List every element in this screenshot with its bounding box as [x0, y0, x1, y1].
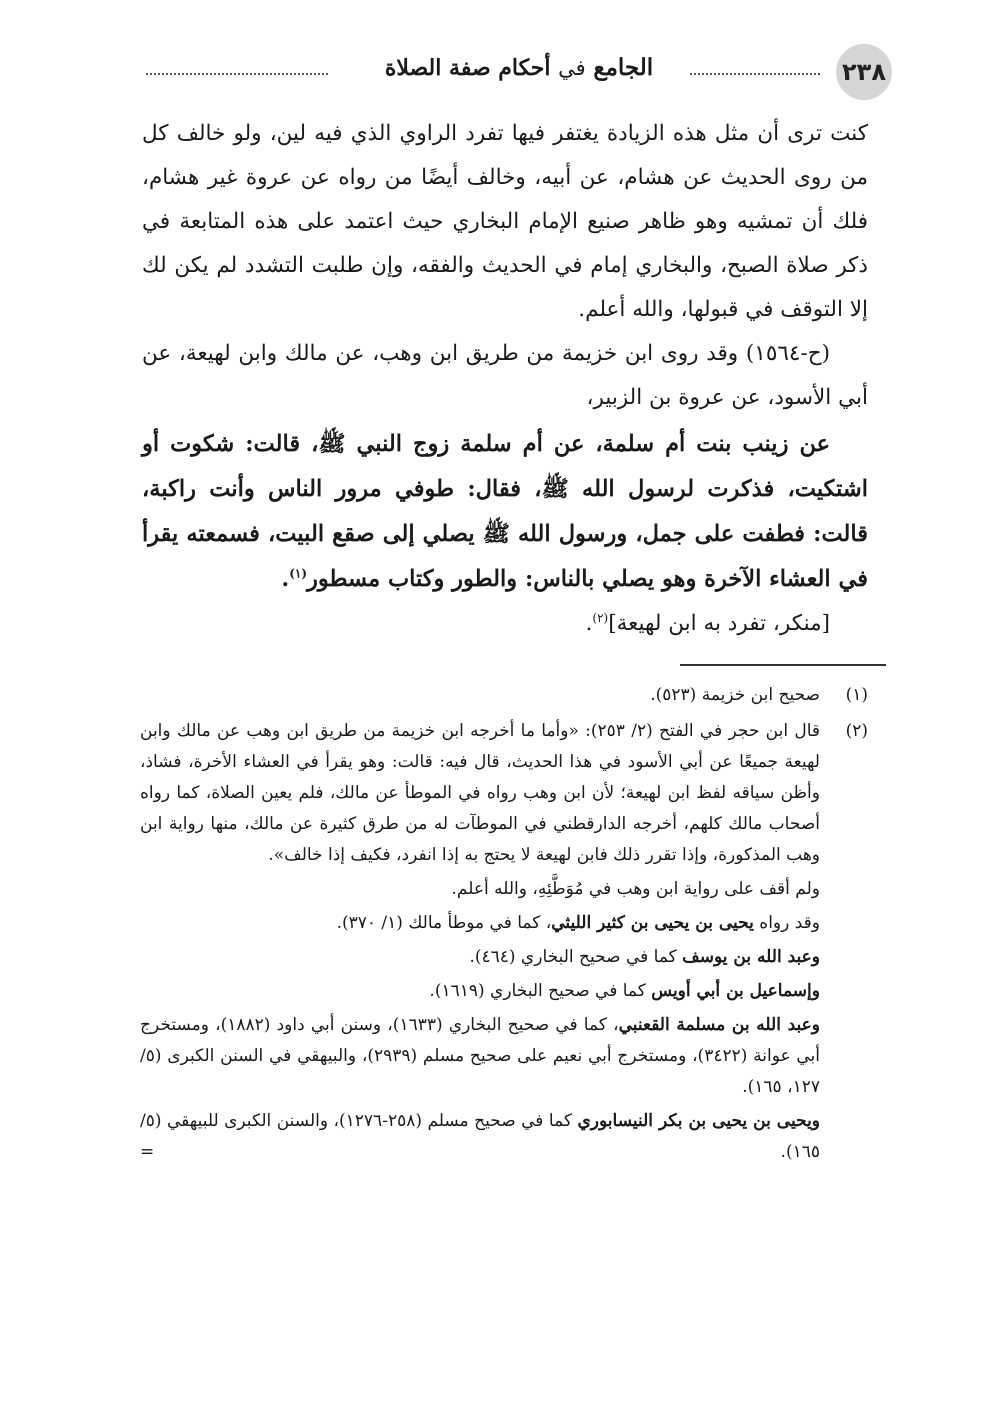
line-4-source: كما في صحيح البخاري (١٦١٩). — [429, 981, 646, 1001]
header-dotted-rule-left — [146, 73, 328, 75]
main-text — [142, 112, 868, 646]
footnotes-section — [140, 680, 868, 1168]
paragraph-chain: (ح-١٥٦٤) وقد روى ابن خزيمة من طريق ابن وهب، عن مالك وابن لهيعة، عن أبي الأسود، عن عروة بن الزبير، — [142, 341, 868, 410]
book-title-connector: في — [558, 56, 586, 80]
narrator-name: وعبد الله بن يوسف — [682, 947, 820, 967]
page-number-badge: ٢٣٨ — [836, 44, 892, 100]
footnote-2-line-6 — [140, 1106, 820, 1168]
narrator-name: ويحيى بن يحيى بن بكر النيسابوري — [577, 1111, 821, 1131]
footnote-2-line-5 — [140, 1010, 820, 1103]
continuation-mark: = — [140, 1142, 155, 1162]
book-title — [146, 54, 892, 81]
footnote-2-line-4 — [140, 976, 820, 1007]
footnote-ref-1[interactable]: (١) — [289, 566, 308, 581]
ruling-end-mark: . — [585, 611, 593, 636]
running-header — [146, 44, 892, 104]
hadith-end-mark: . — [281, 566, 290, 592]
footnote-2-line-1: ولم أقف على رواية ابن وهب في مُوَطَّئِهِ، والله أعلم. — [451, 879, 820, 899]
hadith-text — [142, 422, 868, 602]
footnote-2-quote: قال ابن حجر في الفتح (٢/ ٢٥٣): «وأما ما أخرجه ابن خزيمة من طريق ابن وهب عن مالك وابن لهيعة جميعًا عن أبي الأسود في هذا الحديث، قال فيه: قالت: وهو يقرأ في العشاء الأخرة، فشاذ، وأظن سياقه لفظ ابن لهيعة؛ لأن ابن وهب رواه في الموطأ عن مالك، فلم يعين الصلاة، كما رواه أصحاب مالك كلهم، أخرجه الدارقطني في الموطآت له من طرق كثيرة عن مالك، منها رواية ابن وهب المذكورة، وإذا تقرر ذلك فابن لهيعة لا يحتج به إذا انفرد، فكيف إذا خالف». — [140, 721, 821, 865]
paragraph-discussion: كنت ترى أن مثل هذه الزيادة يغتفر فيها تفرد الراوي الذي فيه لين، ولو خالف كل من روى الحديث عن هشام، عن أبيه، وخالف أيضًا من رواه عن عروة غير هشام، فلك أن تمشيه وهو ظاهر صنيع الإمام البخاري حيث اعتمد على هذه المتابعة في ذكر صلاة الصبح، والبخاري إمام في الحديث والفقه، وإن طلبت التشدد لم يكن لك إلا التوقف في قبولها، والله أعلم. — [142, 121, 868, 322]
footnote-1-number: (١) — [845, 685, 868, 705]
narrator-name: يحيى بن يحيى بن كثير الليثي — [551, 913, 754, 933]
line-5-source: ، كما في صحيح البخاري (١٦٣٣)، وسنن أبي داود (١٨٨٢)، ومستخرج أبي عوانة (٣٤٢٢)، ومستخرج أبي نعيم على صحيح مسلم (٢٩٣٩)، والبيهقي في السنن الكبرى (٥/ ١٢٧، ١٦٥). — [140, 1015, 821, 1097]
ruling-text: [منكر، تفرد به ابن لهيعة] — [608, 611, 830, 636]
footnote-1-text: صحيح ابن خزيمة (٥٢٣). — [650, 685, 820, 705]
hadith-body: عن زينب بنت أم سلمة، عن أم سلمة زوج النبي ﷺ، قالت: شكوت أو اشتكيت، فذكرت لرسول الله ﷺ، فقال: طوفي مرور الناس وأنت راكبة، قالت: فطفت على جمل، ورسول الله ﷺ يصلي إلى صقع البيت، فسمعته يقرأ في العشاء الآخرة وهو يصلي بالناس: والطور وكتاب مسطور — [142, 431, 868, 592]
narrator-name: وعبد الله بن مسلمة القعنبي — [618, 1015, 821, 1035]
book-title-rest: أحكام صفة الصلاة — [384, 55, 551, 81]
line-6-source: كما في صحيح مسلم (٢٥٨-١٢٧٦)، والسنن الكبرى للبيهقي (٥/ ١٦٥). — [140, 1111, 820, 1162]
line-2-source: ، كما في موطأ مالك (١/ ٣٧٠). — [336, 913, 552, 933]
book-title-main: الجامع — [593, 54, 654, 81]
footnote-ref-2[interactable]: (٢) — [592, 610, 609, 625]
footnote-2 — [140, 716, 868, 1168]
footnote-1 — [140, 680, 868, 711]
footnote-2-line-2 — [140, 908, 820, 939]
narrator-name: وإسماعيل بن أبي أويس — [651, 981, 820, 1001]
footnote-2-number: (٢) — [845, 721, 868, 741]
footnote-2-line-3 — [140, 942, 820, 973]
line-3-source: كما في صحيح البخاري (٤٦٤). — [469, 947, 677, 967]
hadith-ruling — [142, 602, 868, 646]
footnote-separator — [680, 664, 886, 666]
line-2-prefix: وقد رواه — [759, 913, 820, 933]
